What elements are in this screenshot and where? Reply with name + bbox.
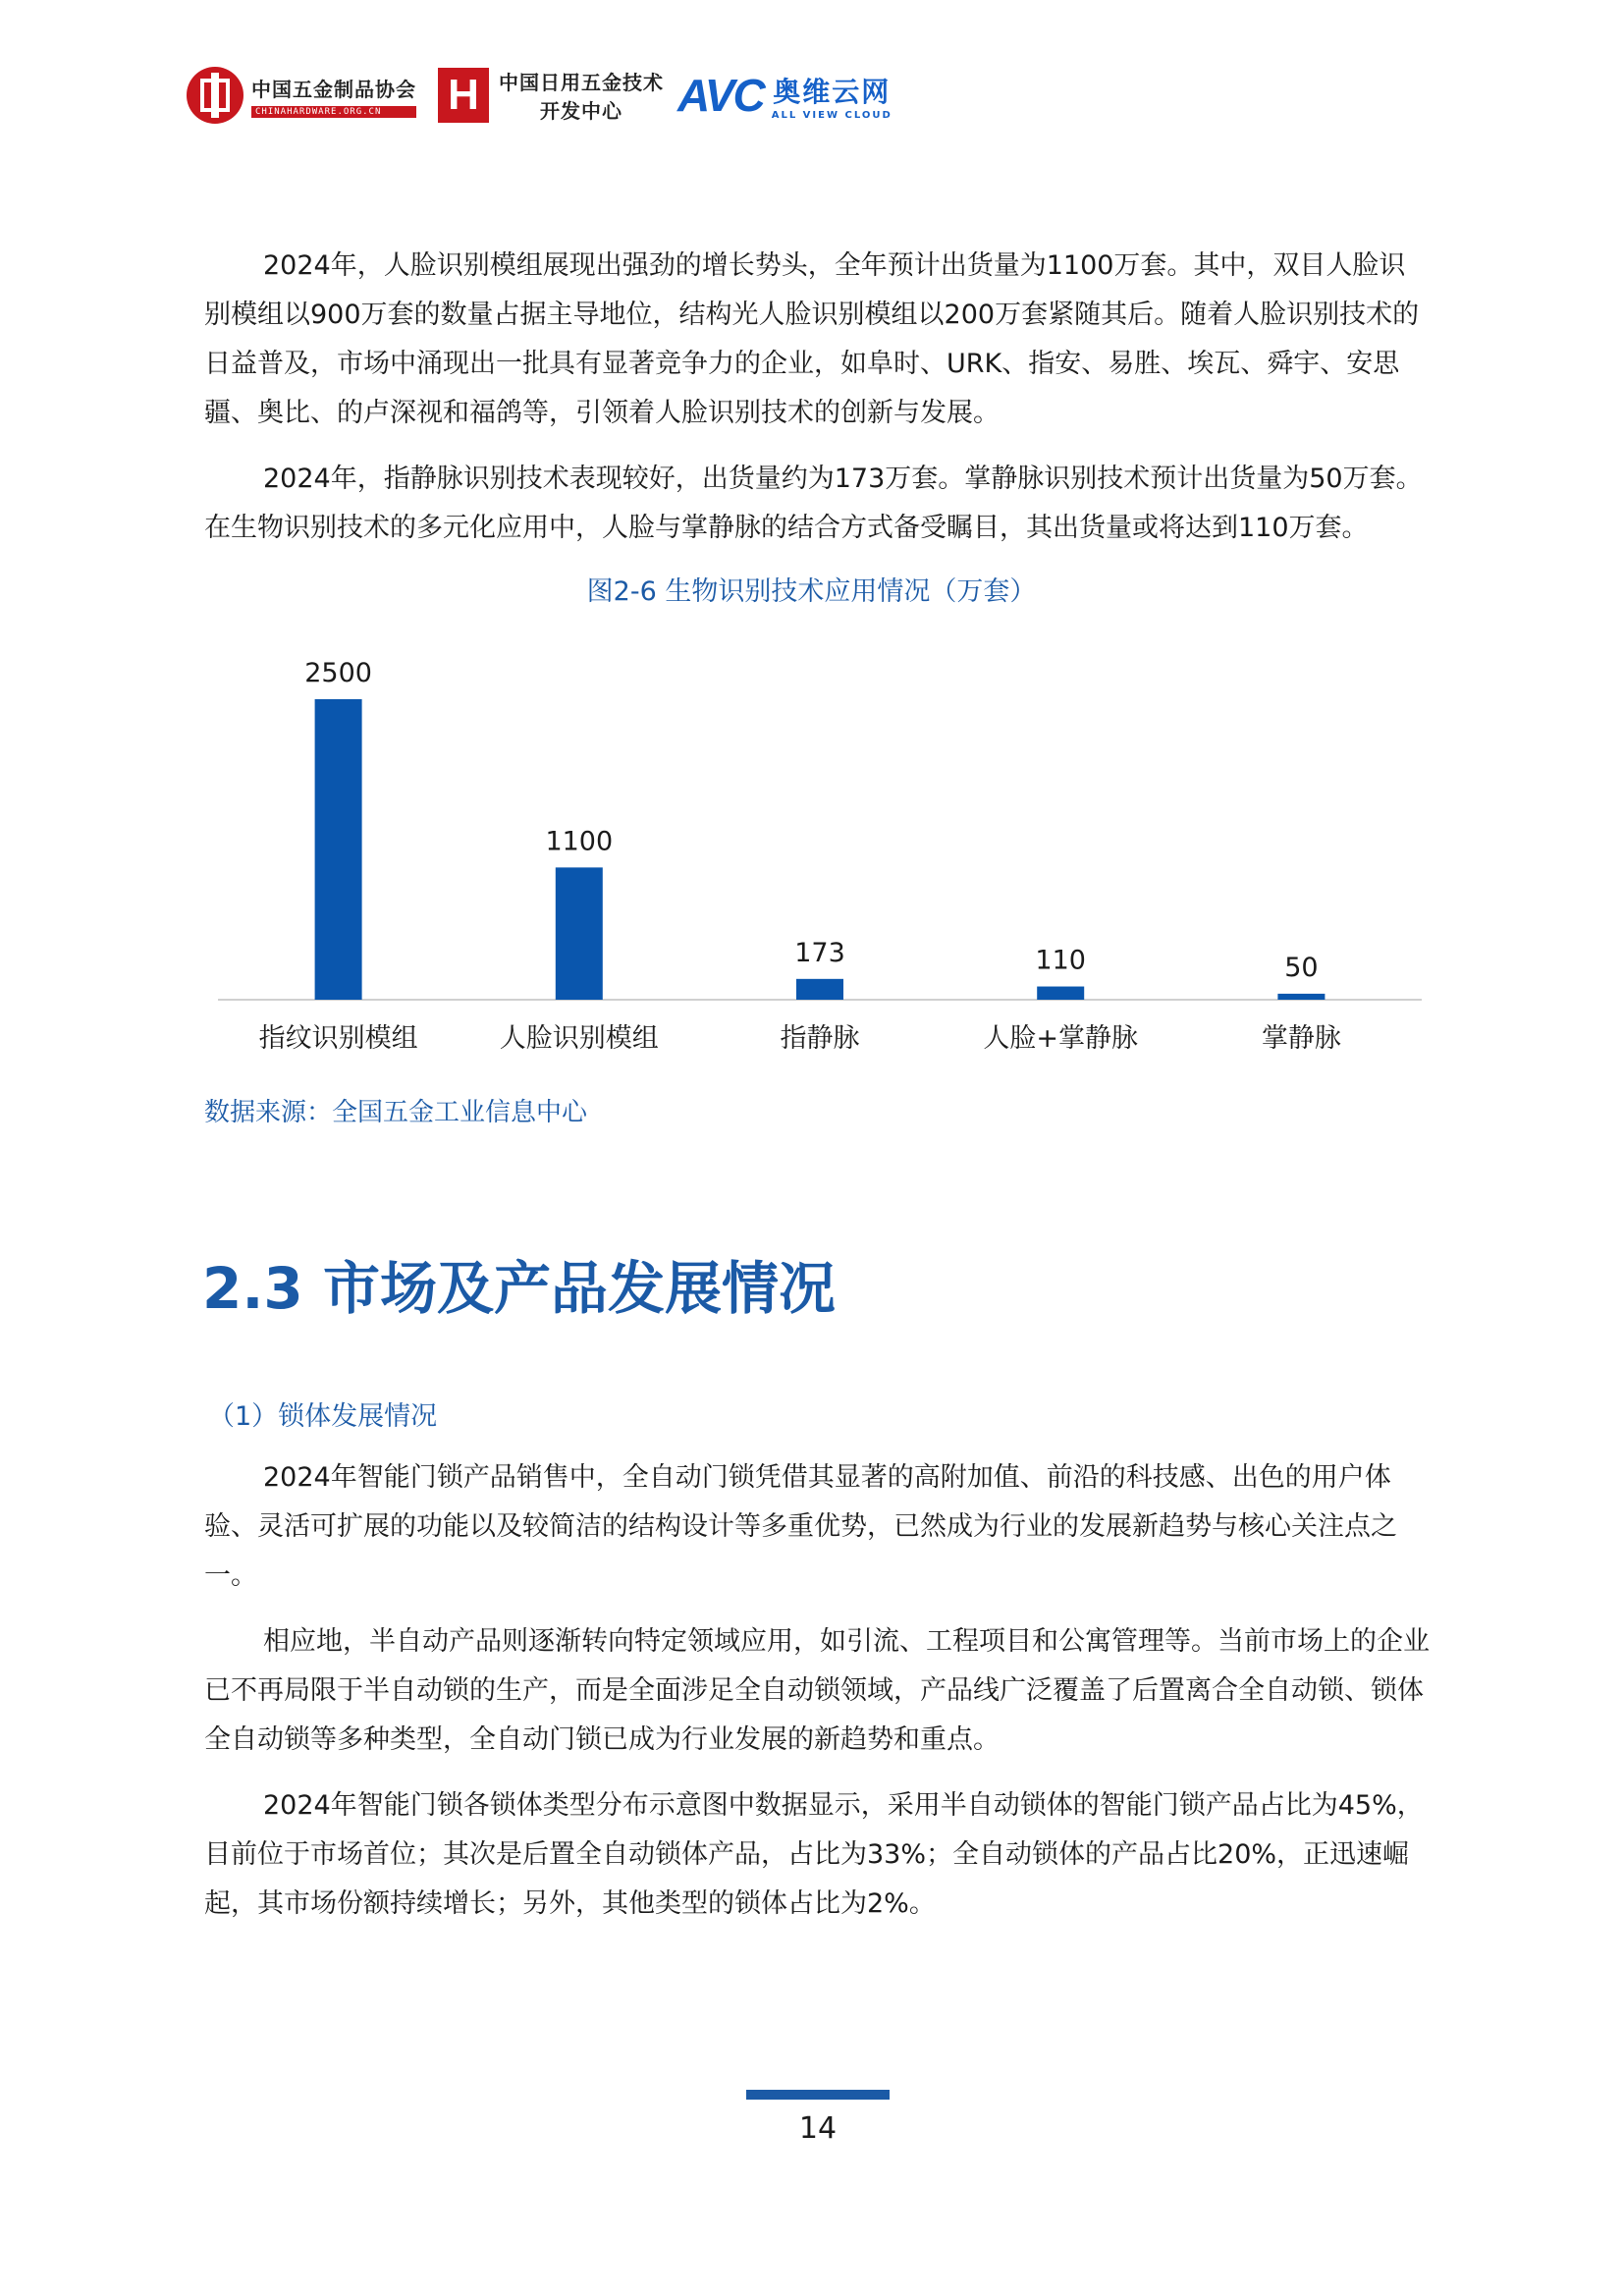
paragraph-lock-body-share: 2024年智能门锁各锁体类型分布示意图中数据显示，采用半自动锁体的智能门锁产品占比为45%，目前位于市场首位；其次是后置全自动锁体产品，占比为33%；全自动锁体的产品占比20%，正迅速崛起，其市场份额持续增长；另外，其他类型的锁体占比为2%。 <box>204 1790 1424 1919</box>
hardware-tech-center-logo-icon <box>438 68 489 123</box>
avc-logo-mark: AVC <box>677 70 764 121</box>
data-source: 数据来源：全国五金工业信息中心 <box>204 1098 588 1127</box>
paragraph-semi-auto-lock: 相应地，半自动产品则逐渐转向特定领域应用，如引流、工程项目和公寓管理等。当前市场上的企业已不再局限于半自动锁的生产，而是全面涉足全自动锁领域，产品线广泛覆盖了后置离合全自动锁、锁体全自动锁等多种类型，全自动门锁已成为行业发展的新趋势和重点。 <box>204 1626 1430 1755</box>
biometric-bar-chart <box>0 629 1623 1080</box>
org1-text <box>251 74 416 118</box>
data-label-4: 50 <box>1284 952 1319 983</box>
header-logos <box>187 61 893 130</box>
category-label-2: 指静脉 <box>780 1023 860 1054</box>
avc-en-name: ALL VIEW CLOUD <box>771 109 893 121</box>
page-number: 14 <box>798 2111 838 2146</box>
bar-2 <box>796 979 843 1000</box>
org2-line1: 中国日用五金技术 <box>499 71 664 94</box>
bar-3 <box>1037 987 1084 1000</box>
category-label-3: 人脸+掌静脉 <box>983 1023 1139 1054</box>
paragraph-face-recognition: 2024年，人脸识别模组展现出强劲的增长势头，全年预计出货量为1100万套。其中，双目人脸识别模组以900万套的数量占据主导地位，结构光人脸识别模组以200万套紧随其后。随着人脸识别技术的日益普及，市场中涌现出一批具有显著竞争力的企业，如阜时、URK、指安、易胜、埃瓦、舜宇、安思疆、奥比、的卢深视和福鸽等，引领着人脸识别技术的创新与发展。 <box>204 250 1420 428</box>
data-label-0: 2500 <box>304 658 372 688</box>
data-label-2: 173 <box>794 937 845 968</box>
subsection-title: （1）锁体发展情况 <box>208 1401 438 1432</box>
category-label-0: 指纹识别模组 <box>258 1023 418 1054</box>
section-title: 2.3 市场及产品发展情况 <box>202 1255 836 1322</box>
paragraph-full-auto-lock: 2024年智能门锁产品销售中，全自动门锁凭借其显著的高附加值、前沿的科技感、出色的用户体验、灵活可扩展的功能以及较简洁的结构设计等多重优势，已然成为行业的发展新趋势与核心关注点之一。 <box>204 1462 1397 1591</box>
org2-mark: H <box>448 71 479 119</box>
bar-1 <box>556 867 603 1000</box>
chart-title: 图2-6 生物识别技术应用情况（万套） <box>586 576 1037 607</box>
category-label-1: 人脸识别模组 <box>499 1023 659 1054</box>
avc-logo <box>677 69 893 122</box>
org2-text <box>499 67 664 124</box>
org1-url: CHINAHARDWARE.ORG.CN <box>251 106 416 118</box>
bar-0 <box>315 699 362 1000</box>
category-label-4: 掌静脉 <box>1261 1023 1341 1054</box>
paragraph-vein-recognition: 2024年，指静脉识别技术表现较好，出货量约为173万套。掌静脉识别技术预计出货量为50万套。在生物识别技术的多元化应用中，人脸与掌静脉的结合方式备受瞩目，其出货量或将达到110万套。 <box>204 464 1423 543</box>
footer-bar <box>746 2090 890 2100</box>
data-label-1: 1100 <box>545 826 614 857</box>
org2-line2: 开发中心 <box>540 99 622 123</box>
data-label-3: 110 <box>1035 945 1086 976</box>
bar-4 <box>1277 994 1325 1000</box>
avc-cn-name: 奥维云网 <box>773 75 892 108</box>
hardware-association-logo-icon <box>187 67 243 124</box>
org1-name: 中国五金制品协会 <box>251 77 416 101</box>
